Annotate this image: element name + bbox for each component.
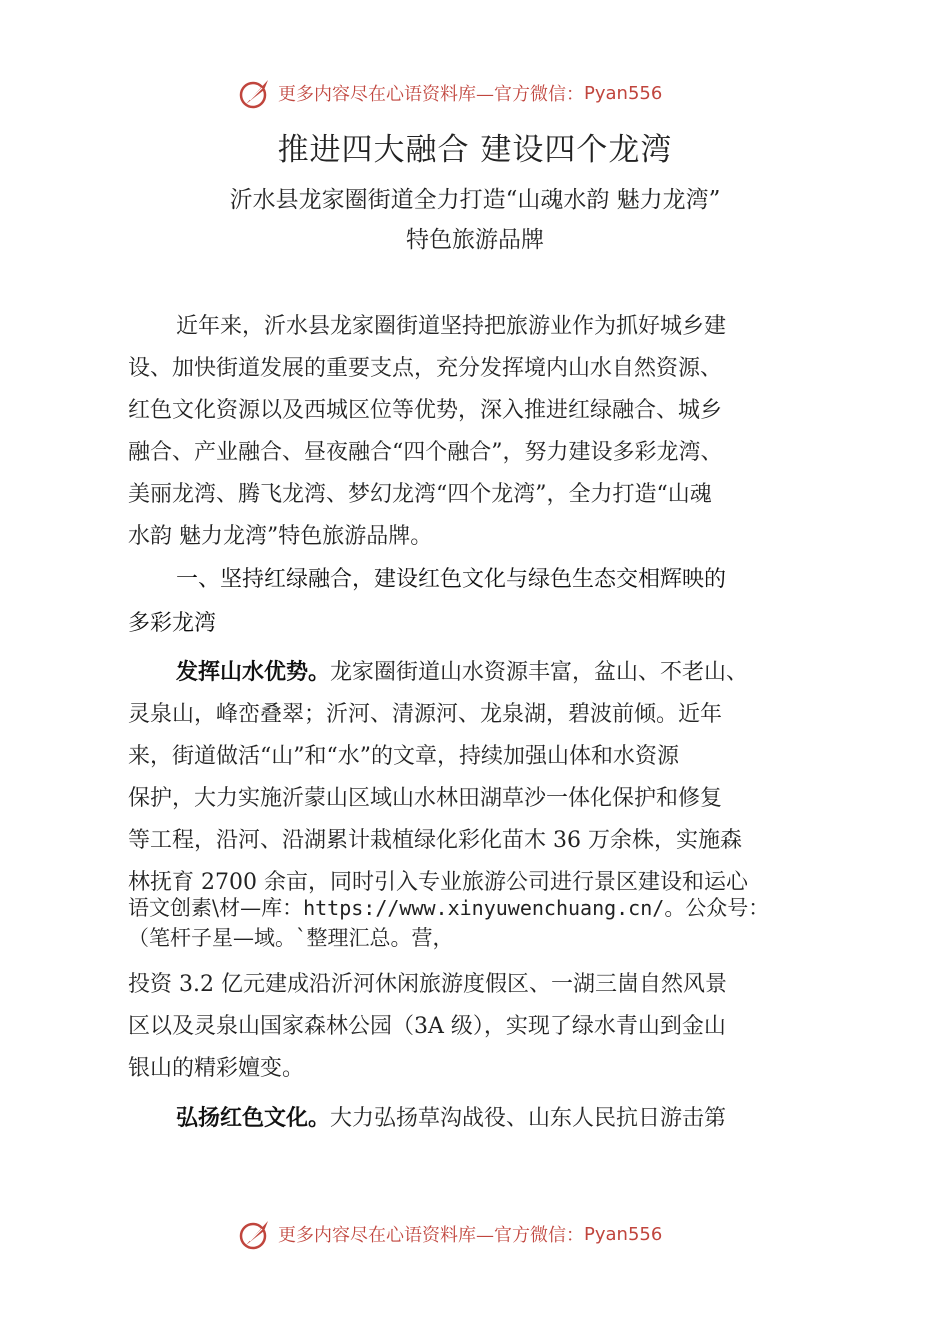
invest-paragraph xyxy=(128,964,828,1090)
invest-line: 投资 3.2 亿元建成沿沂河休闲旅游度假区、一湖三崮自然风景 xyxy=(128,972,727,997)
water-line xyxy=(128,652,828,694)
water-paragraph xyxy=(128,652,828,904)
intro-line: 近年来，沂水县龙家圈街道坚持把旅游业作为抓好城乡建 xyxy=(176,314,727,339)
watermark-text xyxy=(128,893,868,923)
section-heading-line: 一、坚持红绿融合，建设红色文化与绿色生态交相辉映的 xyxy=(176,567,727,592)
water-line: 保护，大力实施沂蒙山区域山水林田湖草沙一体化保护和修复 xyxy=(128,786,723,811)
red-lead: 弘扬红色文化。 xyxy=(176,1106,331,1131)
watermark-prefix: 语文创素\材—库： xyxy=(128,896,304,920)
subtitle-line-1: 沂水县龙家圈街道全力打造“山魂水韵 魅力龙湾” xyxy=(229,187,721,213)
intro-line: 融合、产业融合、昼夜融合“四个融合”，努力建设多彩龙湾、 xyxy=(128,440,723,465)
watermark-suffix: 。公众号： xyxy=(664,896,770,920)
watermark-text-2: （笔杆子星—域。`整理汇总。营， xyxy=(128,926,454,950)
intro-line: 美丽龙湾、腾飞龙湾、梦幻龙湾“四个龙湾”，全力打造“山魂 xyxy=(128,482,712,507)
red-culture-paragraph xyxy=(128,1098,828,1140)
page-subtitle xyxy=(0,180,950,260)
banner-wechat-id: Pyan556 xyxy=(584,1223,663,1245)
quill-logo-icon xyxy=(238,76,272,110)
red-line xyxy=(128,1098,828,1140)
water-first-rest: 龙家圈街道山水资源丰富，盆山、不老山、 xyxy=(330,660,749,685)
intro-line: 设、加快街道发展的重要支点，充分发挥境内山水自然资源、 xyxy=(128,356,723,381)
invest-line: 银山的精彩嬗变。 xyxy=(128,1056,305,1081)
intro-paragraph xyxy=(128,306,828,558)
intro-line: 红色文化资源以及西城区位等优势，深入推进红绿融合、城乡 xyxy=(128,398,723,423)
water-line: 林抚育 2700 余亩，同时引入专业旅游公司进行景区建设和运心 xyxy=(128,870,748,895)
section-heading-line: 多彩龙湾 xyxy=(128,611,217,636)
quill-logo-icon xyxy=(238,1217,272,1251)
subtitle-line-2: 特色旅游品牌 xyxy=(406,227,544,253)
water-line: 来，街道做活“山”和“水”的文章，持续加强山体和水资源 xyxy=(128,744,679,769)
water-line: 灵泉山，峰峦叠翠；沂河、清源河、龙泉湖，碧波前倾。近年 xyxy=(128,702,723,727)
banner-wechat-id: Pyan556 xyxy=(584,82,663,104)
invest-line: 区以及灵泉山国家森林公园（3A 级），实现了绿水青山到金山 xyxy=(128,1014,726,1039)
watermark-url: https://www.xinyuwenchuang.cn/ xyxy=(303,896,665,920)
water-line: 等工程，沿河、沿湖累计栽植绿化彩化苗木 36 万余株，实施森 xyxy=(128,828,742,853)
page-title: 推进四大融合 建设四个龙湾 xyxy=(277,132,673,168)
intro-line: 水韵 魅力龙湾”特色旅游品牌。 xyxy=(128,524,433,549)
banner-text: 更多内容尽在心语资料库—官方微信： xyxy=(278,84,584,105)
red-rest: 大力弘扬草沟战役、山东人民抗日游击第 xyxy=(330,1106,727,1131)
header-banner xyxy=(238,73,662,113)
banner-text: 更多内容尽在心语资料库—官方微信： xyxy=(278,1225,584,1246)
footer-banner xyxy=(238,1214,662,1254)
section-1-heading xyxy=(128,558,828,646)
water-lead: 发挥山水优势。 xyxy=(176,660,331,685)
